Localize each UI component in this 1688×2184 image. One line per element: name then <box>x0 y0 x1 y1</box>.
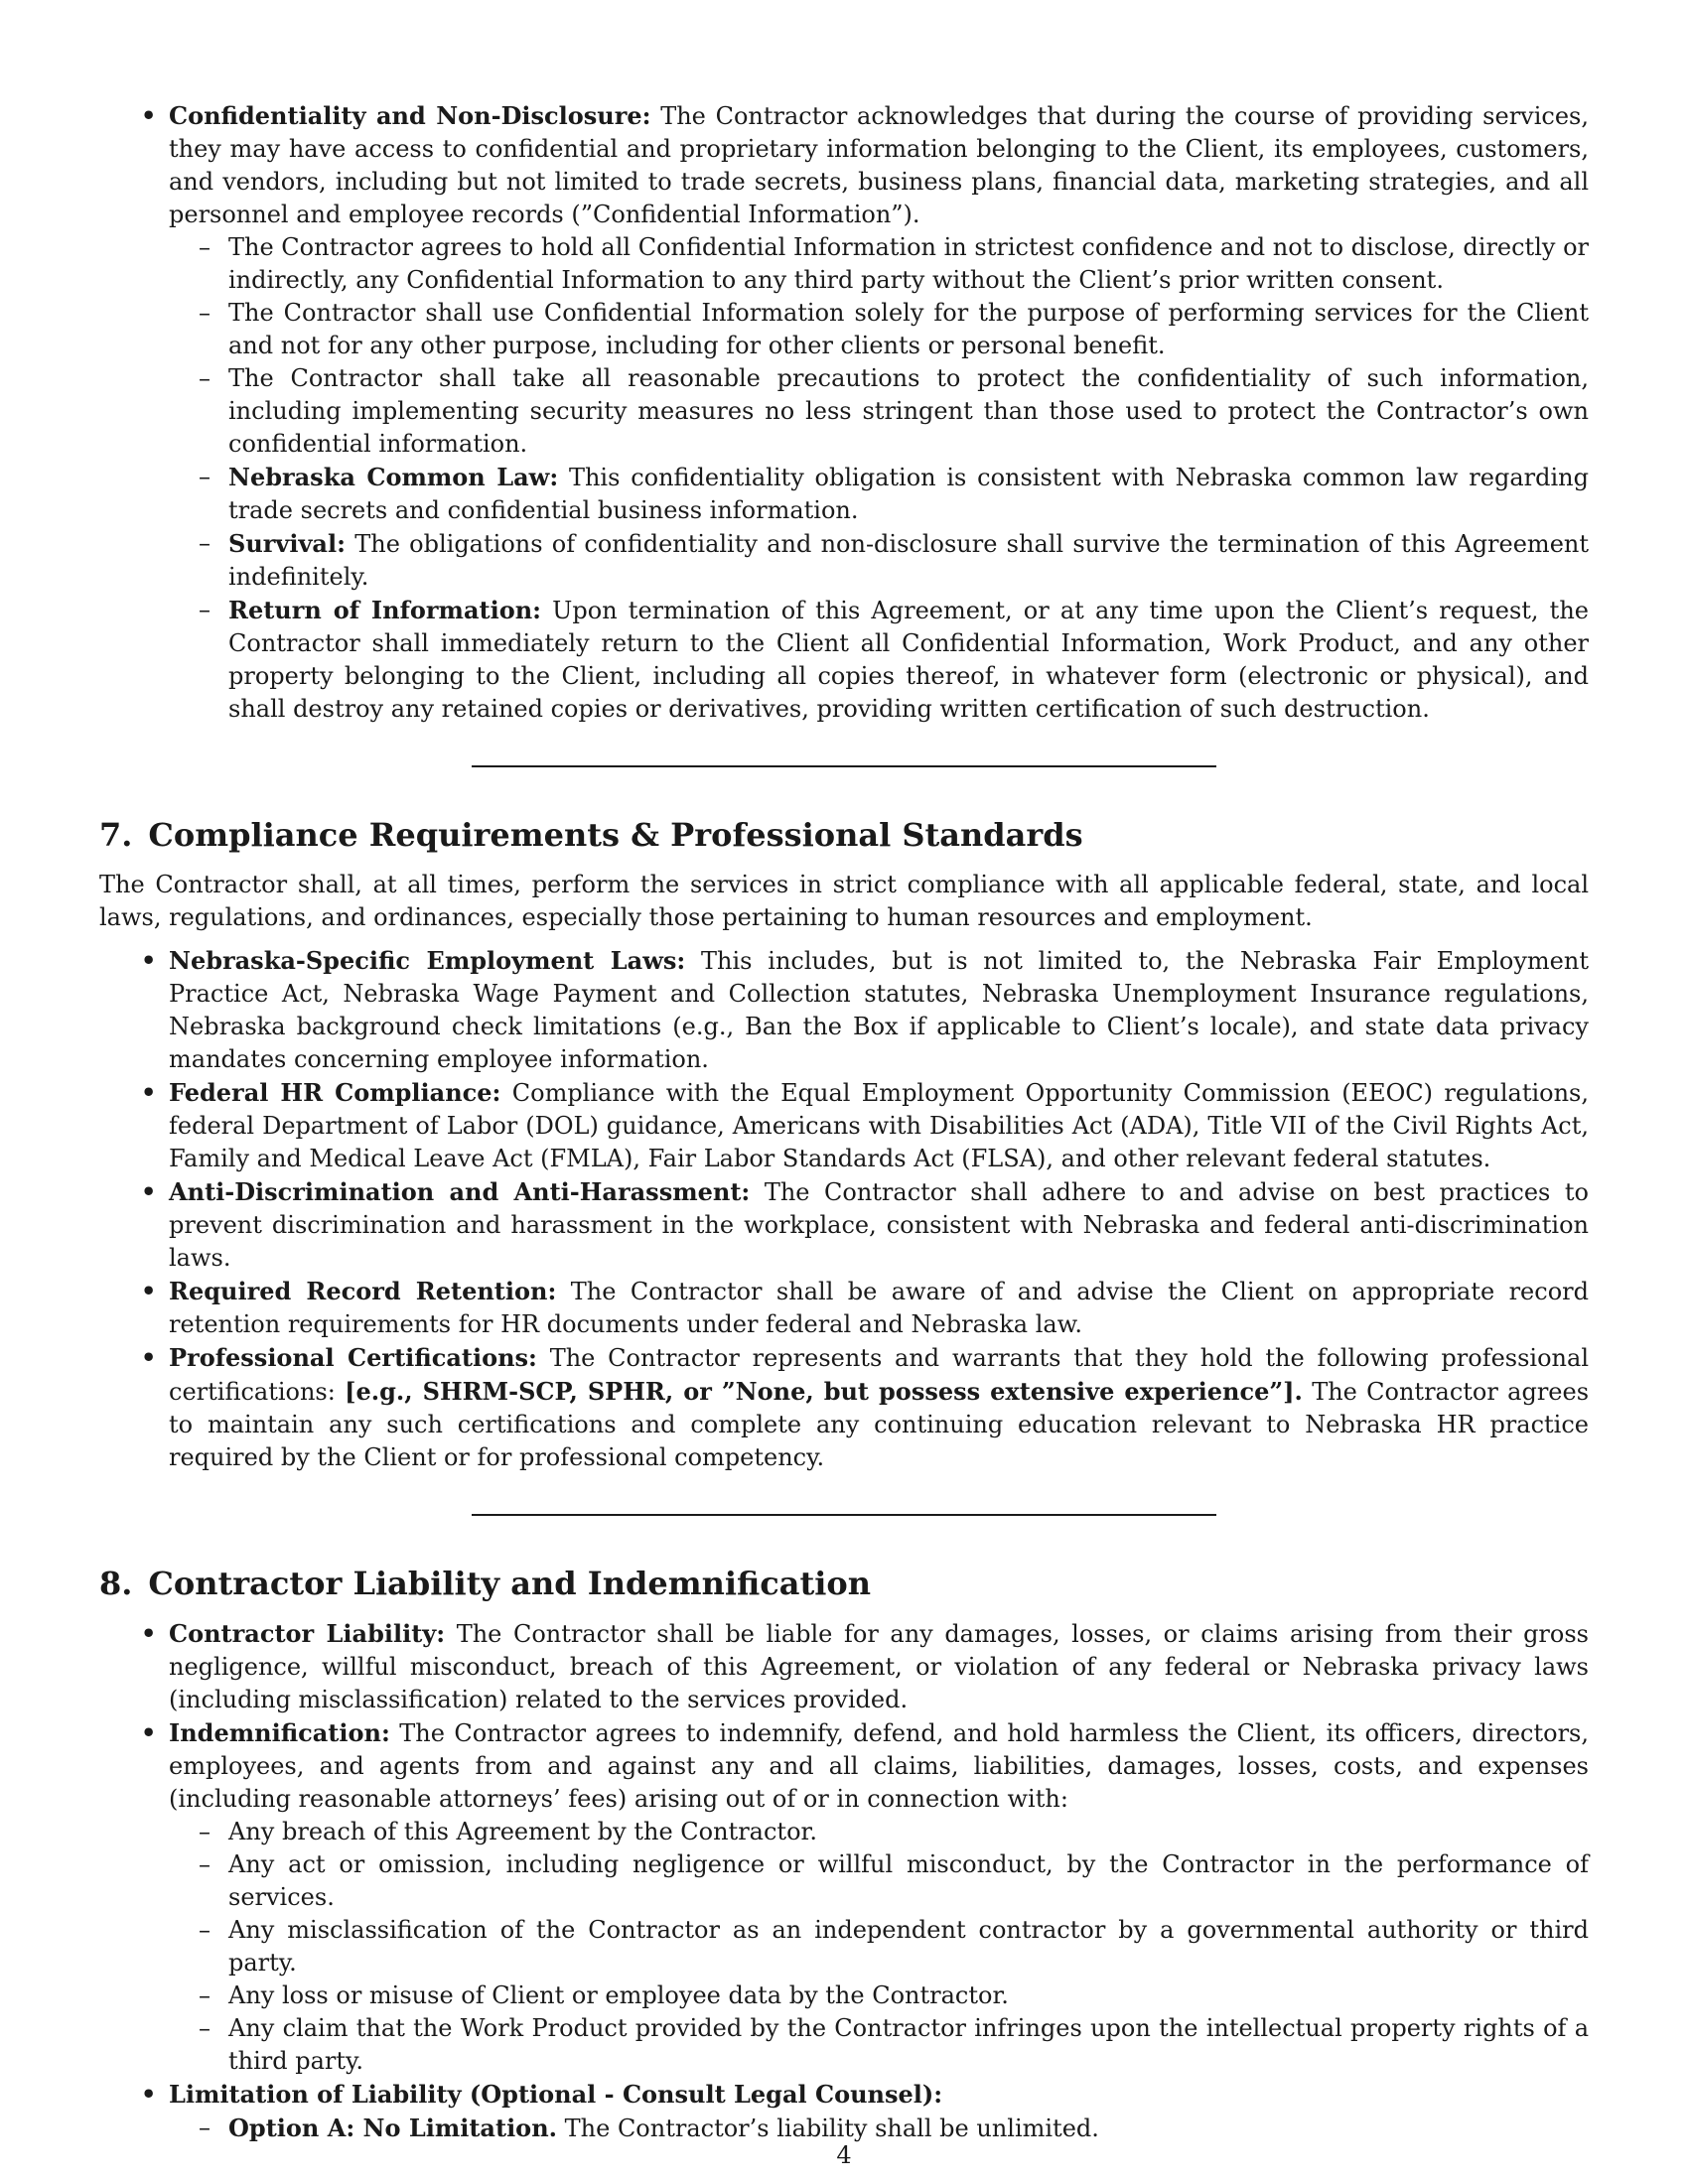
confidentiality-text: The Contractor acknowledges that during the course of providing services, they may have access to confidential and proprietary information belonging to the Client, its employees, customers, and vendors, including but not limited to trade secrets, business plans, financial data, marketing strategies, and all personnel and employee records (”Confidential Information”). <box>169 102 1589 228</box>
indemnification-subitem: – Any loss or misuse of Client or employee data by the Contractor. <box>228 1979 1589 2012</box>
compliance-text: Compliance with the Equal Employment Opportunity Commission (EEOC) regulations, federal Department of Labor (DOL) guidance, Americans with Disabilities Act (ADA), Title VII of the Civil Rights Act, Family and Medical Leave Act (FMLA), Fair Labor Standards Act (FLSA), and other relevant federal statutes. <box>169 1079 1589 1172</box>
section-divider <box>472 1514 1216 1516</box>
compliance-list <box>99 944 1589 1474</box>
indemnification-subitem: – Any claim that the Work Product provided by the Contractor infringes upon the intellectual property rights of a third party. <box>228 2012 1589 2078</box>
subitem-label: Survival: <box>228 529 346 558</box>
confidentiality-sublist <box>169 231 1589 726</box>
subitem-text: The Contractor agrees to hold all Confidential Information in strictest confidence and not to disclose, directly or indirectly, any Confidential Information to any third party without the Client’s prior written consent. <box>228 233 1589 294</box>
confidentiality-heading: Confidentiality and Non-Disclosure: <box>169 101 651 130</box>
indemnification-sublist <box>169 1816 1589 2078</box>
section-divider <box>472 765 1216 767</box>
compliance-item <box>169 944 1589 1076</box>
section-7-title: 7. Compliance Requirements & Professional Standards <box>99 816 1083 854</box>
confidentiality-subitem <box>228 362 1589 461</box>
subitem-label: Return of Information: <box>228 596 542 624</box>
liability-label: Contractor Liability: <box>169 1619 446 1648</box>
certifications-text-after: The Contractor agrees to maintain any such certifications and complete any continuing education relevant to Nebraska HR practice required by the Client or for professional competency. <box>169 1378 1590 1471</box>
indemnification-item <box>169 1716 1589 2078</box>
compliance-label: Federal HR Compliance: <box>169 1078 501 1107</box>
compliance-label: Nebraska-Specific Employment Laws: <box>169 946 686 975</box>
subitem-text: The Contractor shall take all reasonable precautions to protect the confidentiality of such information, including implementing security measures no less stringent than those used to protect the Contractor’s own confidential information. <box>228 364 1589 458</box>
subitem-text: The Contractor shall use Confidential Information solely for the purpose of performing services for the Client and not for any other purpose, including for other clients or personal benefit. <box>228 299 1589 359</box>
limitation-label: Limitation of Liability (Optional - Consult Legal Counsel): <box>169 2080 943 2109</box>
indemnification-label: Indemnification: <box>169 1718 390 1747</box>
confidentiality-subitem <box>228 594 1589 726</box>
subitem-text: The obligations of confidentiality and non-disclosure shall survive the termination of this Agreement indefinitely. <box>228 530 1589 591</box>
compliance-item <box>169 1076 1589 1175</box>
certifications-text-before: The Contractor represents and warrants that they hold the following professional certifications: <box>169 1344 1589 1406</box>
section-8-title: 8. Contractor Liability and Indemnification <box>99 1565 872 1602</box>
option-a-text: The Contractor’s liability shall be unlimited. <box>564 2115 1099 2142</box>
confidentiality-item <box>169 99 1589 726</box>
liability-item <box>169 1617 1589 1716</box>
certifications-label: Professional Certifications: <box>169 1343 537 1372</box>
compliance-text: The Contractor shall adhere to and advise on best practices to prevent discrimination and harassment in the workplace, consistent with Nebraska and federal anti-discrimination laws. <box>169 1178 1589 1272</box>
section-7-intro: The Contractor shall, at all times, perform the services in strict compliance with all applicable federal, state, and local laws, regulations, and ordinances, especially those pertaining to human resources and employment. <box>99 871 1589 931</box>
confidentiality-list <box>99 99 1589 726</box>
compliance-item <box>169 1175 1589 1275</box>
compliance-label: Anti-Discrimination and Anti-Harassment: <box>169 1177 751 1206</box>
compliance-item <box>169 1275 1589 1341</box>
page-number: 4 <box>836 2141 852 2169</box>
confidentiality-subitem <box>228 231 1589 297</box>
confidentiality-subitem <box>228 297 1589 362</box>
subitem-text: Upon termination of this Agreement, or at any time upon the Client’s request, the Contractor shall immediately return to the Client all Confidential Information, Work Product, and any other property belonging to the Client, including all copies thereof, in whatever form (electronic or physical), and shall destroy any retained copies or derivatives, providing written certification of such destruction. <box>228 597 1589 723</box>
liability-text: The Contractor shall be liable for any damages, losses, or claims arising from their gross negligence, willful misconduct, breach of this Agreement, or violation of any federal or Nebraska privacy laws (including misclassification) related to the services provided. <box>169 1620 1589 1713</box>
confidentiality-subitem <box>228 527 1589 594</box>
indemnification-subitem: – Any breach of this Agreement by the Contractor. <box>228 1816 1589 1848</box>
compliance-item-certifications <box>169 1341 1589 1474</box>
indemnification-subitem: – Any act or omission, including negligence or willful misconduct, by the Contractor in the performance of services. <box>228 1848 1589 1914</box>
certifications-placeholder: [e.g., SHRM-SCP, SPHR, or ”None, but possess extensive experience”]. <box>345 1377 1303 1406</box>
document-page <box>99 99 1589 2145</box>
subitem-label: Nebraska Common Law: <box>228 463 559 491</box>
compliance-label: Required Record Retention: <box>169 1277 557 1305</box>
compliance-text: The Contractor shall be aware of and advise the Client on appropriate record retention requirements for HR documents under federal and Nebraska law. <box>169 1278 1589 1338</box>
indemnification-text: The Contractor agrees to indemnify, defend, and hold harmless the Client, its officers, directors, employees, and agents from and against any and all claims, liabilities, damages, losses, costs, and expenses (including reasonable attorneys’ fees) arising out of or in connection with: <box>169 1719 1589 1813</box>
indemnification-subitem: – Any misclassification of the Contractor as an independent contractor by a governmental authority or third party. <box>228 1914 1589 1979</box>
liability-list <box>99 1617 1589 2145</box>
confidentiality-subitem <box>228 461 1589 527</box>
subitem-text: This confidentiality obligation is consistent with Nebraska common law regarding trade secrets and confidential business information. <box>228 464 1589 524</box>
compliance-text: This includes, but is not limited to, the Nebraska Fair Employment Practice Act, Nebraska Wage Payment and Collection statutes, Nebraska Unemployment Insurance regulations, Nebraska background check limitations (e.g., Ban the Box if applicable to Client’s locale), and state data privacy mandates concerning employee information. <box>169 947 1589 1073</box>
limitation-item <box>169 2078 1589 2145</box>
option-a-label: Option A: No Limitation. <box>228 2114 557 2142</box>
